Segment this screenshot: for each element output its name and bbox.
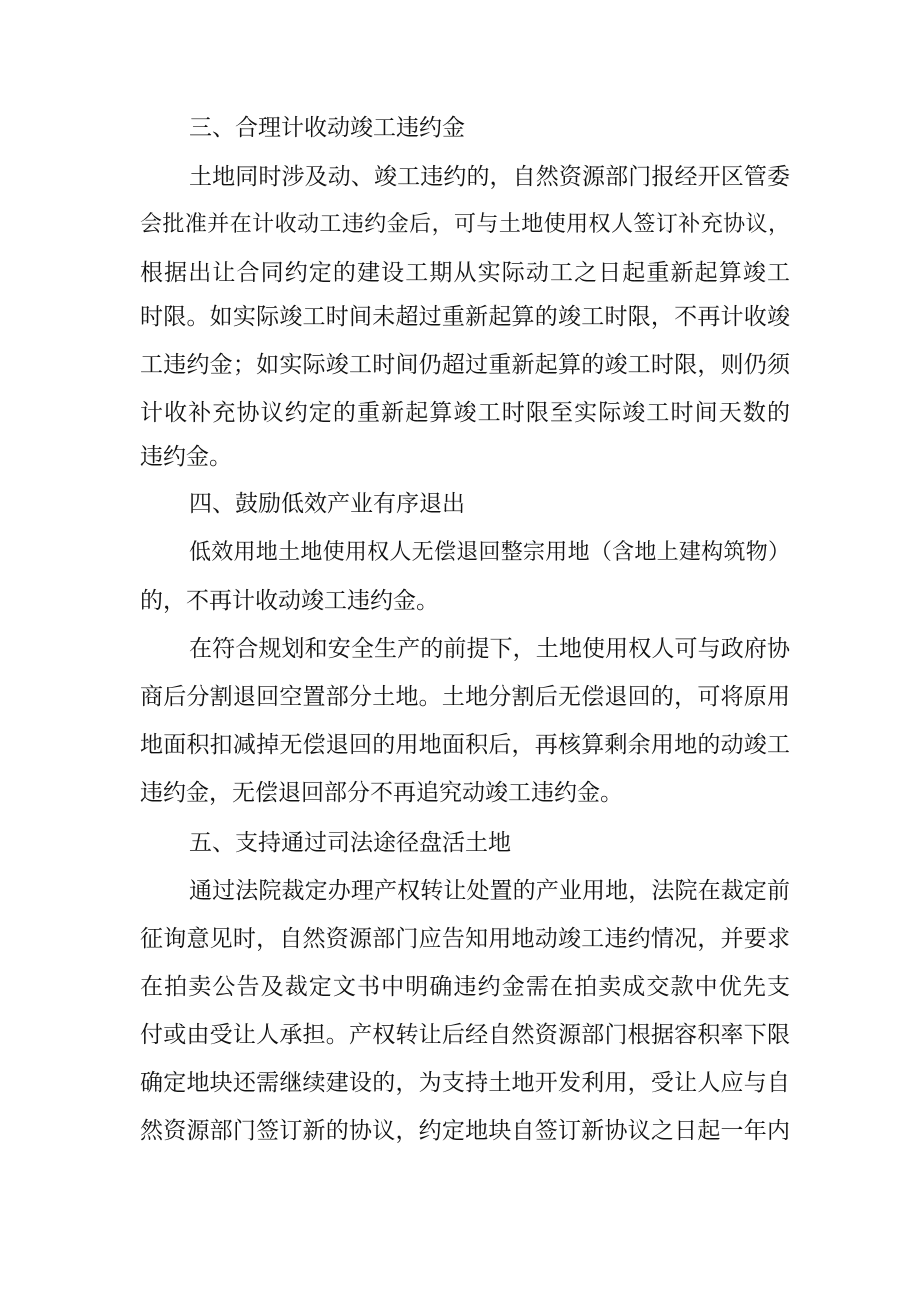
paragraph-line: 在符合规划和安全生产的前提下，土地使用权人可与政府协 — [189, 636, 790, 662]
paragraph-line: 征询意见时，自然资源部门应告知用地动竣工违约情况，并要求 — [140, 926, 790, 952]
paragraph-line: 通过法院裁定办理产权转让处置的产业用地，法院在裁定前 — [189, 878, 790, 904]
paragraph-line: 在拍卖公告及裁定文书中明确违约金需在拍卖成交款中优先支 — [140, 974, 790, 1000]
paragraph-line: 的，不再计收动竣工违约金。 — [140, 588, 439, 614]
section-heading-4: 四、鼓励低效产业有序退出 — [189, 491, 465, 517]
paragraph-line: 根据出让合同约定的建设工期从实际动工之日起重新起算竣工 — [140, 260, 790, 286]
paragraph-line: 土地同时涉及动、竣工违约的，自然资源部门报经开区管委 — [189, 164, 790, 190]
paragraph-line: 工违约金；如实际竣工时间仍超过重新起算的竣工时限，则仍须 — [140, 352, 790, 378]
paragraph-line: 地面积扣减掉无偿退回的用地面积后，再核算剩余用地的动竣工 — [140, 732, 790, 758]
paragraph-line: 然资源部门签订新的协议，约定地块自签订新协议之日起一年内 — [140, 1118, 790, 1144]
section-heading-5: 五、支持通过司法途径盘活土地 — [189, 830, 511, 856]
paragraph-line: 付或由受让人承担。产权转让后经自然资源部门根据容积率下限 — [140, 1022, 790, 1048]
paragraph-line: 低效用地土地使用权人无偿退回整宗用地（含地上建构筑物） — [189, 540, 790, 565]
section-heading-3: 三、合理计收动竣工违约金 — [189, 115, 465, 141]
paragraph-line: 商后分割退回空置部分土地。土地分割后无偿退回的，可将原用 — [140, 684, 790, 710]
paragraph-line: 时限。如实际竣工时间未超过重新起算的竣工时限，不再计收竣 — [140, 304, 790, 330]
paragraph-line: 确定地块还需继续建设的，为支持土地开发利用，受让人应与自 — [140, 1070, 790, 1096]
paragraph-line: 违约金。 — [140, 444, 232, 470]
paragraph-line: 违约金，无偿退回部分不再追究动竣工违约金。 — [140, 780, 623, 806]
paragraph-line: 会批准并在计收动工违约金后，可与土地使用权人签订补充协议， — [140, 212, 790, 237]
paragraph-line: 计收补充协议约定的重新起算竣工时限至实际竣工时间天数的 — [140, 400, 790, 426]
